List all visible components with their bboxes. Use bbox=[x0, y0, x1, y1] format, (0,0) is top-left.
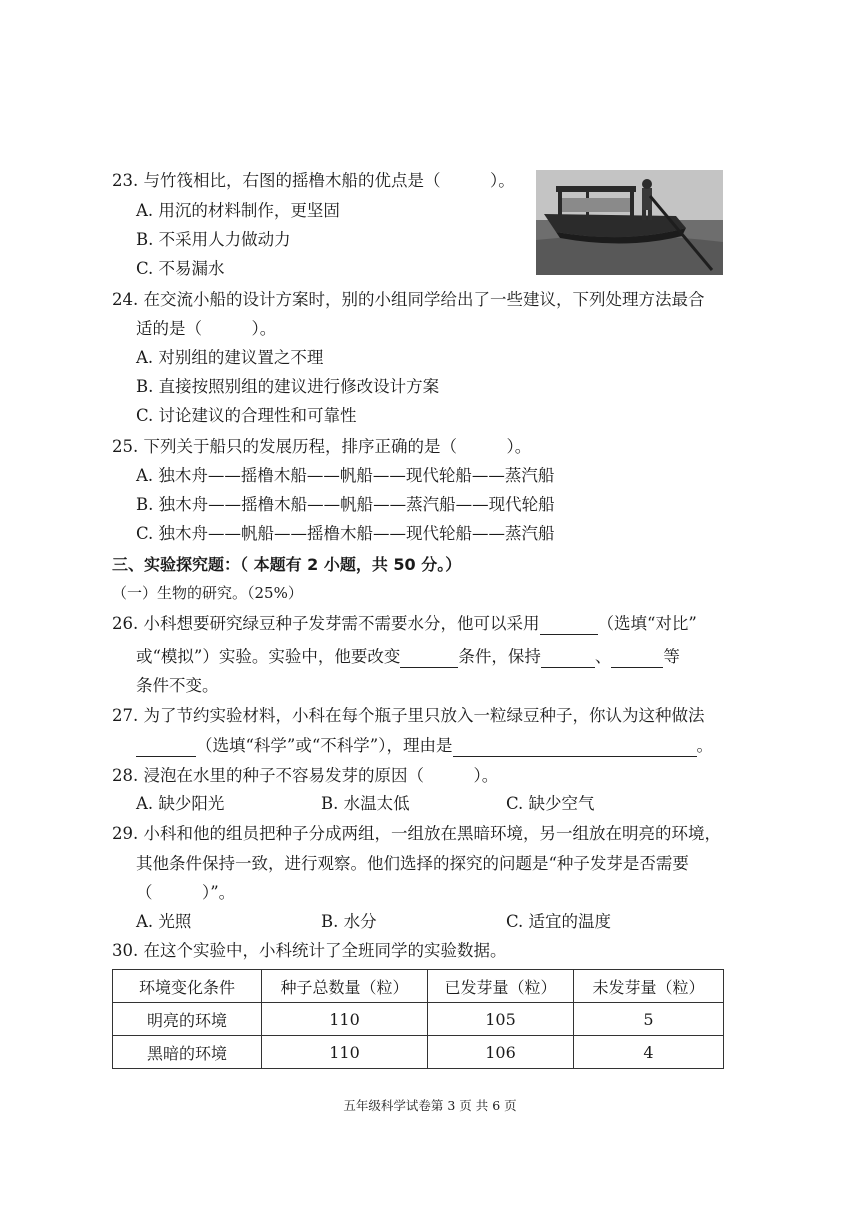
q24-option-c: C. 讨论建议的合理性和可靠性 bbox=[136, 406, 357, 425]
q27-line2 bbox=[136, 735, 713, 757]
q26-line2 bbox=[136, 646, 680, 668]
table-row bbox=[113, 1003, 724, 1036]
q27-blank-1[interactable] bbox=[136, 738, 196, 757]
table-row bbox=[113, 1036, 724, 1069]
q28-option-a: A. 缺少阳光 bbox=[136, 794, 225, 813]
table-cell: 黑暗的环境 bbox=[113, 1036, 262, 1069]
q26-blank-2[interactable] bbox=[400, 649, 458, 668]
table-cell: 110 bbox=[262, 1036, 428, 1069]
table-cell: 106 bbox=[428, 1036, 574, 1069]
q26-text-e: 、 bbox=[594, 647, 612, 666]
q26-blank-4[interactable] bbox=[611, 649, 663, 668]
table-cell: 明亮的环境 bbox=[113, 1003, 262, 1036]
table-header-row bbox=[113, 970, 724, 1003]
germination-data-table bbox=[112, 969, 724, 1069]
q27-text-a: （选填“科学”或“不科学”），理由是 bbox=[196, 736, 453, 755]
table-cell: 110 bbox=[262, 1003, 428, 1036]
q27-text-b: 。 bbox=[696, 736, 713, 755]
q26-text-b: （选填“对比” bbox=[597, 614, 697, 633]
q24-stem-line1: 24. 在交流小船的设计方案时，别的小组同学给出了一些建议，下列处理方法最合 bbox=[112, 290, 705, 309]
q29-line1: 29. 小科和他的组员把种子分成两组，一组放在黑暗环境，另一组放在明亮的环境， bbox=[112, 824, 721, 843]
q27-line1: 27. 为了节约实验材料，小科在每个瓶子里只放入一粒绿豆种子，你认为这种做法 bbox=[112, 706, 705, 725]
q26-text-d: 条件，保持 bbox=[458, 647, 541, 666]
q29-option-a: A. 光照 bbox=[136, 912, 192, 931]
q23-option-a: A. 用沉的材料制作，更坚固 bbox=[136, 201, 340, 220]
q24-option-b: B. 直接按照别组的建议进行修改设计方案 bbox=[136, 377, 440, 396]
q23-stem: 23. 与竹筏相比，右图的摇橹木船的优点是（ ）。 bbox=[112, 171, 515, 190]
table-header-cell: 已发芽量（粒） bbox=[428, 970, 574, 1003]
table-cell: 5 bbox=[574, 1003, 724, 1036]
q26-text-f: 等 bbox=[663, 647, 680, 666]
q28-option-c: C. 缺少空气 bbox=[506, 794, 595, 813]
q30-stem: 30. 在这个实验中，小科统计了全班同学的实验数据。 bbox=[112, 941, 507, 960]
q26-blank-3[interactable] bbox=[541, 649, 595, 668]
q28-option-b: B. 水温太低 bbox=[321, 794, 410, 813]
q25-option-a: A. 独木舟——摇橹木船——帆船——现代轮船——蒸汽船 bbox=[136, 466, 555, 485]
q23-option-c: C. 不易漏水 bbox=[136, 259, 225, 278]
q26-blank-1[interactable] bbox=[540, 616, 598, 635]
q25-option-b: B. 独木舟——摇橹木船——帆船——蒸汽船——现代轮船 bbox=[136, 495, 555, 514]
q26-line1 bbox=[112, 613, 697, 635]
q29-option-b: B. 水分 bbox=[321, 912, 377, 931]
table-header-cell: 环境变化条件 bbox=[113, 970, 262, 1003]
q24-option-a: A. 对别组的建议置之不理 bbox=[136, 348, 324, 367]
table-header-cell: 种子总数量（粒） bbox=[262, 970, 428, 1003]
q29-option-c: C. 适宜的温度 bbox=[506, 912, 612, 931]
table-cell: 105 bbox=[428, 1003, 574, 1036]
q27-blank-2[interactable] bbox=[453, 738, 697, 757]
q25-stem: 25. 下列关于船只的发展历程，排序正确的是（ ）。 bbox=[112, 437, 532, 456]
q26-line3: 条件不变。 bbox=[136, 676, 219, 695]
q29-line2: 其他条件保持一致，进行观察。他们选择的探究的问题是“种子发芽是否需要 bbox=[136, 854, 689, 873]
q23-option-b: B. 不采用人力做动力 bbox=[136, 230, 291, 249]
page-footer: 五年级科学试卷第 3 页 共 6 页 bbox=[343, 1098, 517, 1113]
q29-line3: （ ）”。 bbox=[136, 883, 236, 902]
q24-stem-line2: 适的是（ ）。 bbox=[136, 319, 277, 338]
subsection-title: （一）生物的研究。（25%） bbox=[112, 584, 303, 602]
q28-stem: 28. 浸泡在水里的种子不容易发芽的原因（ ）。 bbox=[112, 766, 499, 785]
q26-text-c: 或“模拟”）实验。实验中，他要改变 bbox=[136, 647, 401, 666]
table-cell: 4 bbox=[574, 1036, 724, 1069]
q26-text-a: 26. 小科想要研究绿豆种子发芽需不需要水分，他可以采用 bbox=[112, 614, 540, 633]
rowing-boat-image bbox=[536, 170, 723, 275]
table-header-cell: 未发芽量（粒） bbox=[574, 970, 724, 1003]
q25-option-c: C. 独木舟——帆船——摇橹木船——现代轮船——蒸汽船 bbox=[136, 524, 555, 543]
section-title: 三、实验探究题：（ 本题有 2 小题，共 50 分。） bbox=[112, 555, 462, 574]
boat-photo bbox=[536, 170, 723, 275]
